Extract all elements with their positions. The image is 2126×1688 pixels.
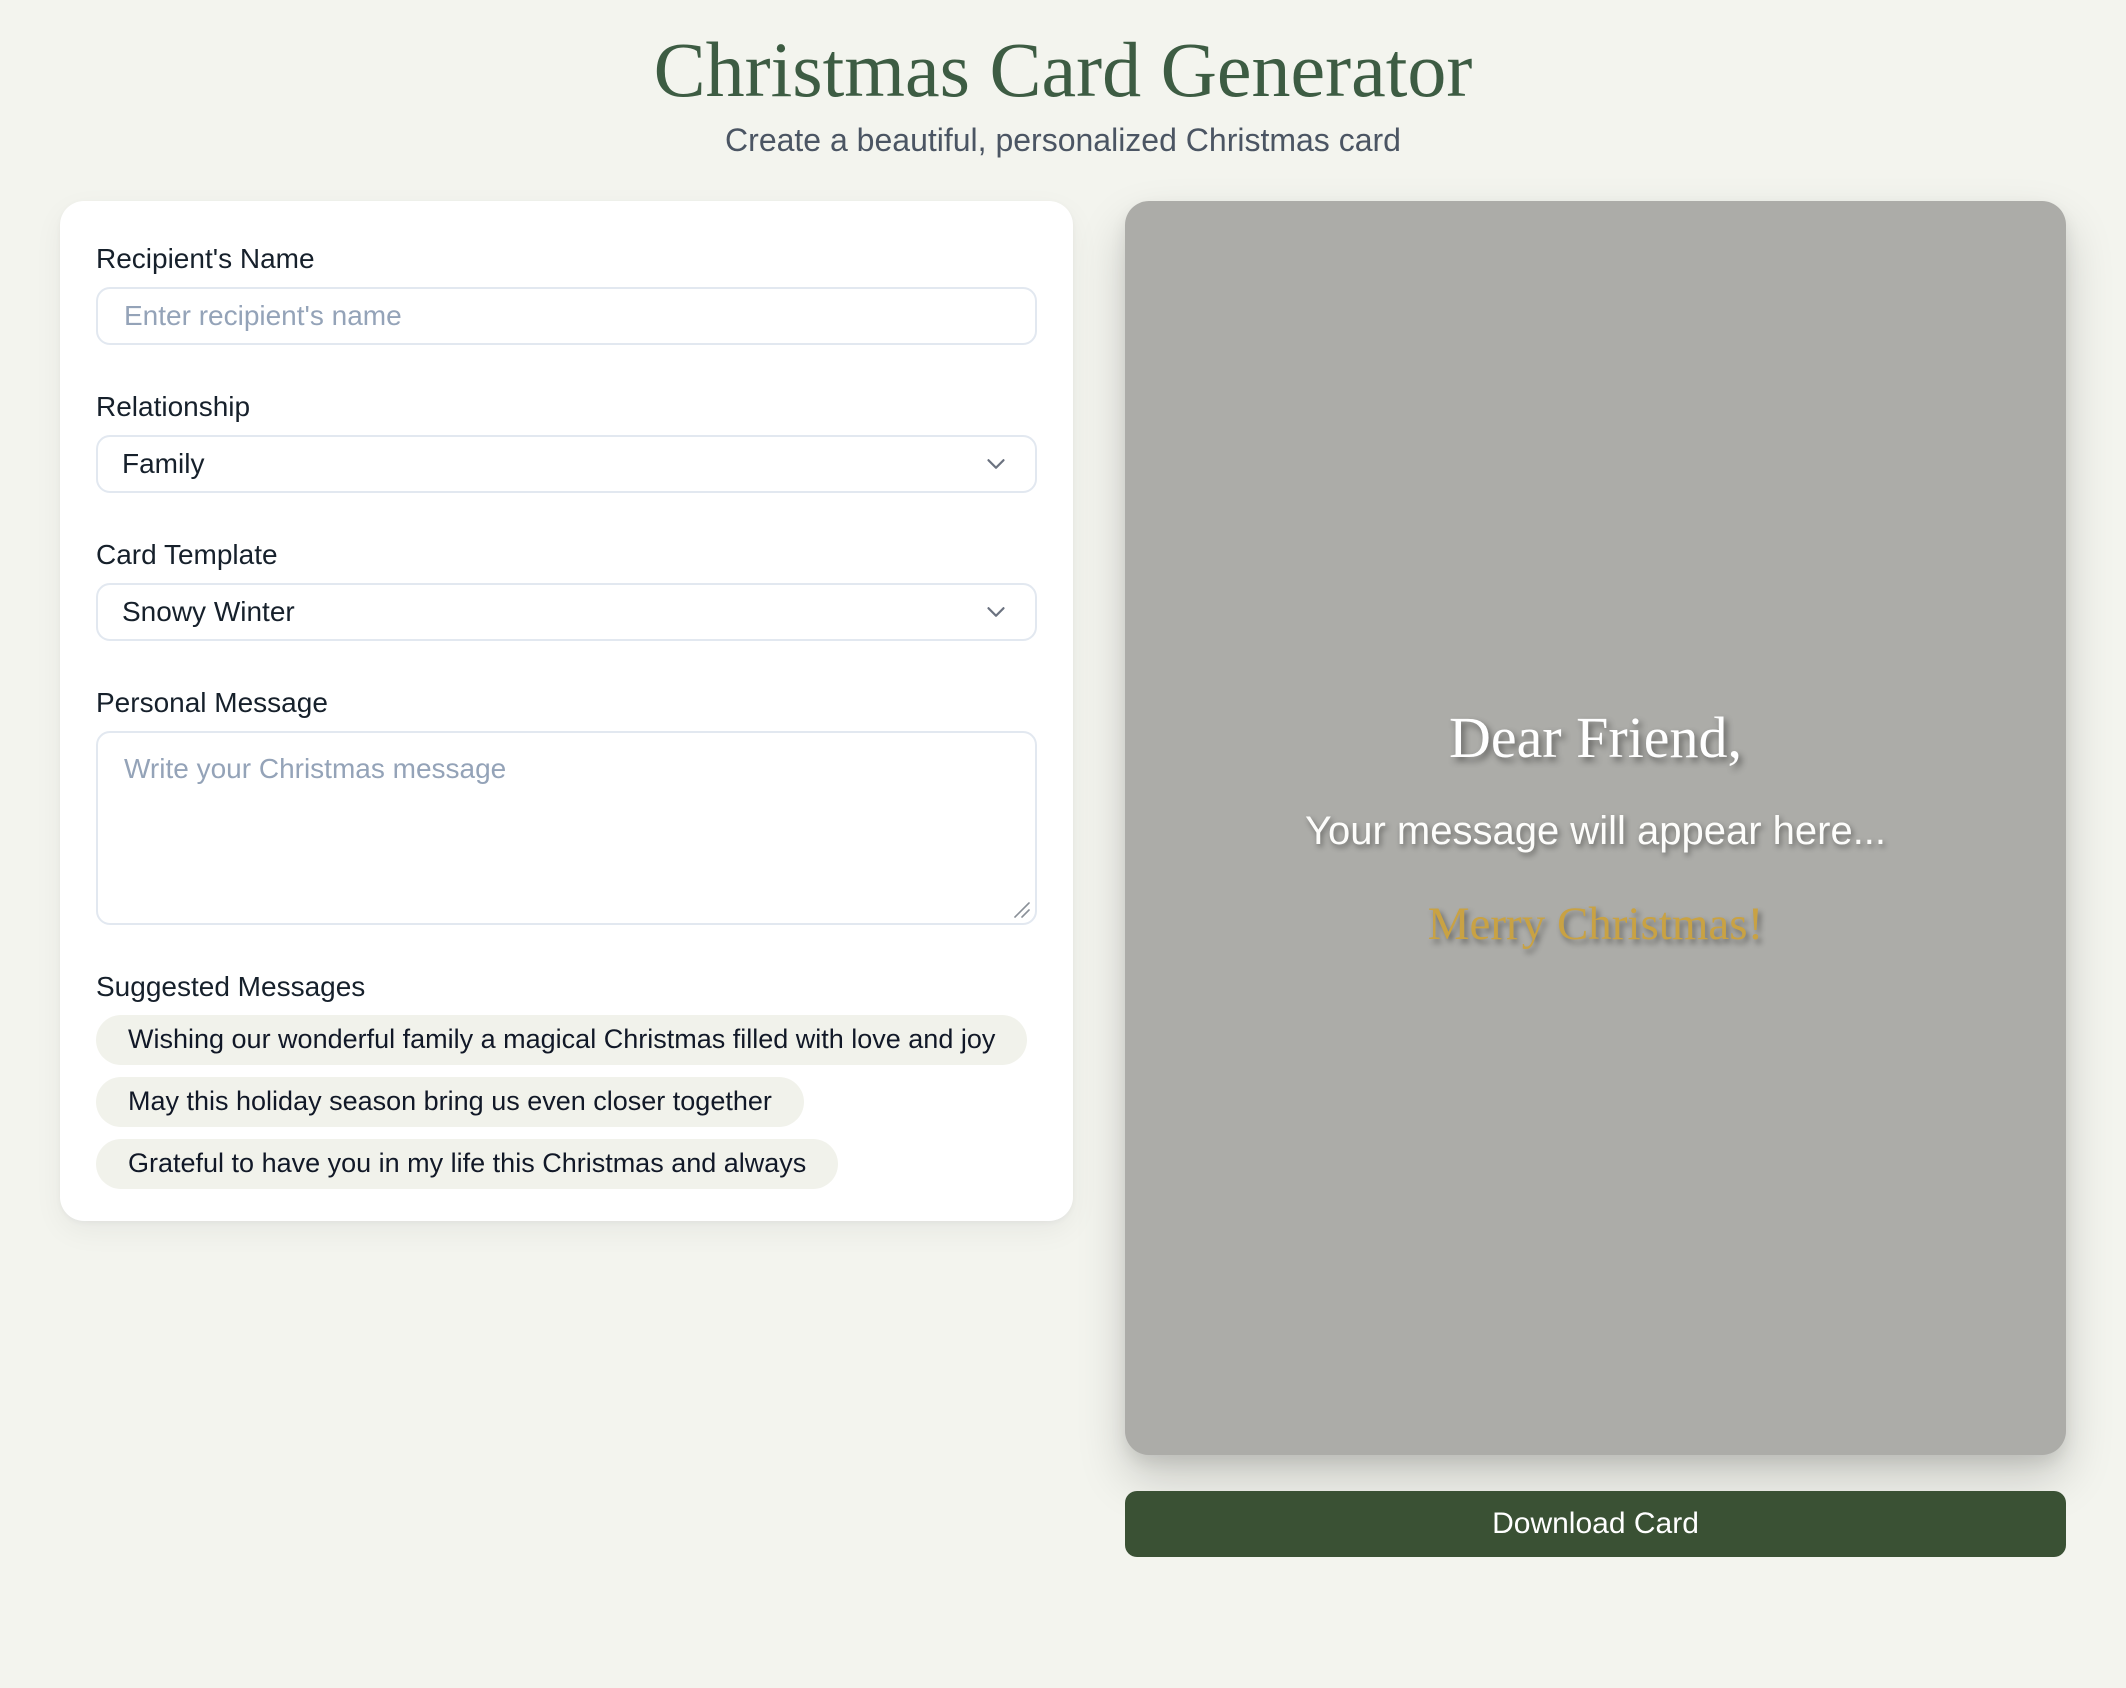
recipient-name-label: Recipient's Name xyxy=(96,242,315,274)
suggested-message-pill[interactable]: May this holiday season bring us even closer together xyxy=(96,1077,804,1127)
personal-message-textarea[interactable] xyxy=(96,731,1037,925)
page-subtitle: Create a beautiful, personalized Christmas card xyxy=(725,122,1401,159)
relationship-field-group xyxy=(96,391,1037,493)
preview-message: Your message will appear here... xyxy=(1304,809,1887,854)
page-header xyxy=(0,0,2126,159)
card-preview xyxy=(1125,201,2066,1456)
relationship-selected-value: Family xyxy=(122,447,205,479)
suggested-message-pill[interactable]: Wishing our wonderful family a magical Christmas filled with love and joy xyxy=(96,1015,1027,1065)
main-content xyxy=(60,201,2066,1558)
chevron-down-icon xyxy=(981,597,1011,627)
chevron-down-icon xyxy=(981,449,1011,479)
form-panel xyxy=(60,201,1073,1221)
suggested-messages-label: Suggested Messages xyxy=(96,970,366,1002)
preview-closing: Merry Christmas! xyxy=(1427,898,1764,951)
suggested-messages-section xyxy=(96,971,1037,1189)
resize-handle-icon[interactable] xyxy=(1010,898,1030,918)
download-card-button[interactable]: Download Card xyxy=(1125,1491,2066,1557)
personal-message-label: Personal Message xyxy=(96,686,328,718)
card-template-field-group xyxy=(96,539,1037,641)
relationship-select[interactable] xyxy=(96,435,1037,493)
suggested-messages-list xyxy=(96,1015,1037,1189)
recipient-name-input[interactable] xyxy=(96,287,1037,345)
card-template-select[interactable] xyxy=(96,583,1037,641)
preview-column xyxy=(1125,201,2066,1558)
page-title: Christmas Card Generator xyxy=(653,26,1473,113)
card-template-selected-value: Snowy Winter xyxy=(122,595,295,627)
preview-greeting: Dear Friend, xyxy=(1448,704,1743,770)
personal-message-textarea-wrap xyxy=(96,731,1037,925)
recipient-name-field-group xyxy=(96,243,1037,345)
personal-message-field-group xyxy=(96,687,1037,925)
suggested-message-pill[interactable]: Grateful to have you in my life this Christmas and always xyxy=(96,1139,838,1189)
relationship-label: Relationship xyxy=(96,390,251,422)
card-template-label: Card Template xyxy=(96,538,278,570)
